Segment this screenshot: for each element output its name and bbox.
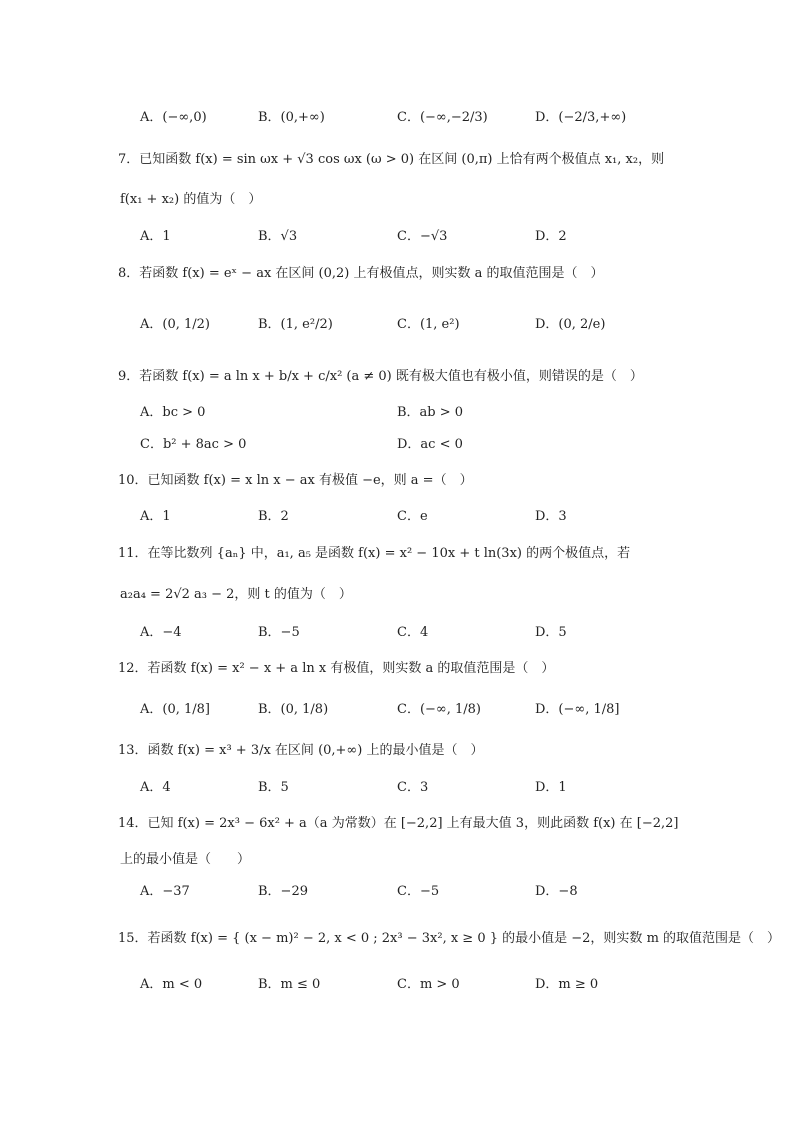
- q14-option-a: A．−37: [140, 884, 190, 899]
- q12-option-c: C．(−∞, 1/8): [397, 702, 481, 717]
- q9-option-b: B．ab > 0: [397, 405, 464, 420]
- q8-stem: 8．若函数 f(x) = eˣ − ax 在区间 (0,2) 上有极值点，则实数 a 的取值范围是（ ）: [118, 266, 604, 281]
- q7-stem-cont: f(x₁ + x₂) 的值为（ ）: [120, 192, 262, 207]
- q11-option-c: C．4: [397, 625, 429, 640]
- q7-option-a: A．1: [140, 229, 171, 244]
- q14-option-b: B．−29: [258, 884, 308, 899]
- q10-option-b: B．2: [258, 509, 289, 524]
- q13-option-a: A．4: [140, 780, 171, 795]
- q12-option-d: D．(−∞, 1/8]: [535, 702, 620, 717]
- q8-option-a: A．(0, 1/2): [140, 317, 210, 332]
- q15-stem: 15．若函数 f(x) = { (x − m)² − 2, x < 0 ; 2x³ − 3x², x ≥ 0 } 的最小值是 −2，则实数 m 的取值范围是（ ）: [118, 931, 781, 946]
- q10-stem: 10．已知函数 f(x) = x ln x − ax 有极值 −e，则 a =（ ）: [118, 473, 473, 488]
- q12-option-b: B．(0, 1/8): [258, 702, 329, 717]
- q6-option-a: A．(−∞,0): [140, 110, 207, 125]
- q14-stem-cont: 上的最小值是（ ）: [120, 852, 251, 867]
- q11-option-b: B．−5: [258, 625, 300, 640]
- q8-option-d: D．(0, 2/e): [535, 317, 606, 332]
- q14-option-d: D．−8: [535, 884, 578, 899]
- q15-option-b: B．m ≤ 0: [258, 977, 321, 992]
- q6-option-b: B．(0,+∞): [258, 110, 325, 125]
- q12-option-a: A．(0, 1/8]: [140, 702, 210, 717]
- q7-option-b: B．√3: [258, 229, 298, 244]
- q11-option-d: D．5: [535, 625, 567, 640]
- q15-option-c: C．m > 0: [397, 977, 460, 992]
- q11-option-a: A．−4: [140, 625, 182, 640]
- q14-option-c: C．−5: [397, 884, 440, 899]
- q7-stem: 7．已知函数 f(x) = sin ωx + √3 cos ωx (ω > 0) 在区间 (0,π) 上恰有两个极值点 x₁, x₂，则: [118, 152, 665, 167]
- q10-option-c: C．e: [397, 509, 428, 524]
- q7-option-d: D．2: [535, 229, 567, 244]
- q9-option-c: C．b² + 8ac > 0: [140, 437, 247, 452]
- q9-option-d: D．ac < 0: [397, 437, 463, 452]
- q11-stem-cont: a₂a₄ = 2√2 a₃ − 2，则 t 的值为（ ）: [120, 587, 352, 602]
- q13-stem: 13．函数 f(x) = x³ + 3/x 在区间 (0,+∞) 上的最小值是（ ）: [118, 743, 484, 758]
- q13-option-c: C．3: [397, 780, 429, 795]
- q9-stem: 9．若函数 f(x) = a ln x + b/x + c/x² (a ≠ 0) 既有极大值也有极小值，则错误的是（ ）: [118, 369, 643, 384]
- q9-option-a: A．bc > 0: [140, 405, 206, 420]
- q6-option-d: D．(−2/3,+∞): [535, 110, 627, 125]
- q11-stem: 11．在等比数列 {aₙ} 中，a₁, a₅ 是函数 f(x) = x² − 10x + t ln(3x) 的两个极值点，若: [118, 546, 631, 561]
- q7-option-c: C．−√3: [397, 229, 448, 244]
- q14-stem: 14．已知 f(x) = 2x³ − 6x² + a（a 为常数）在 [−2,2] 上有最大值 3，则此函数 f(x) 在 [−2,2]: [118, 816, 679, 831]
- q10-option-a: A．1: [140, 509, 171, 524]
- q8-option-c: C．(1, e²): [397, 317, 460, 332]
- q13-option-d: D．1: [535, 780, 567, 795]
- q15-option-a: A．m < 0: [140, 977, 203, 992]
- q8-option-b: B．(1, e²/2): [258, 317, 333, 332]
- q6-option-c: C．(−∞,−2/3): [397, 110, 488, 125]
- q12-stem: 12．若函数 f(x) = x² − x + a ln x 有极值，则实数 a 的取值范围是（ ）: [118, 661, 555, 676]
- q13-option-b: B．5: [258, 780, 289, 795]
- q10-option-d: D．3: [535, 509, 567, 524]
- q15-option-d: D．m ≥ 0: [535, 977, 599, 992]
